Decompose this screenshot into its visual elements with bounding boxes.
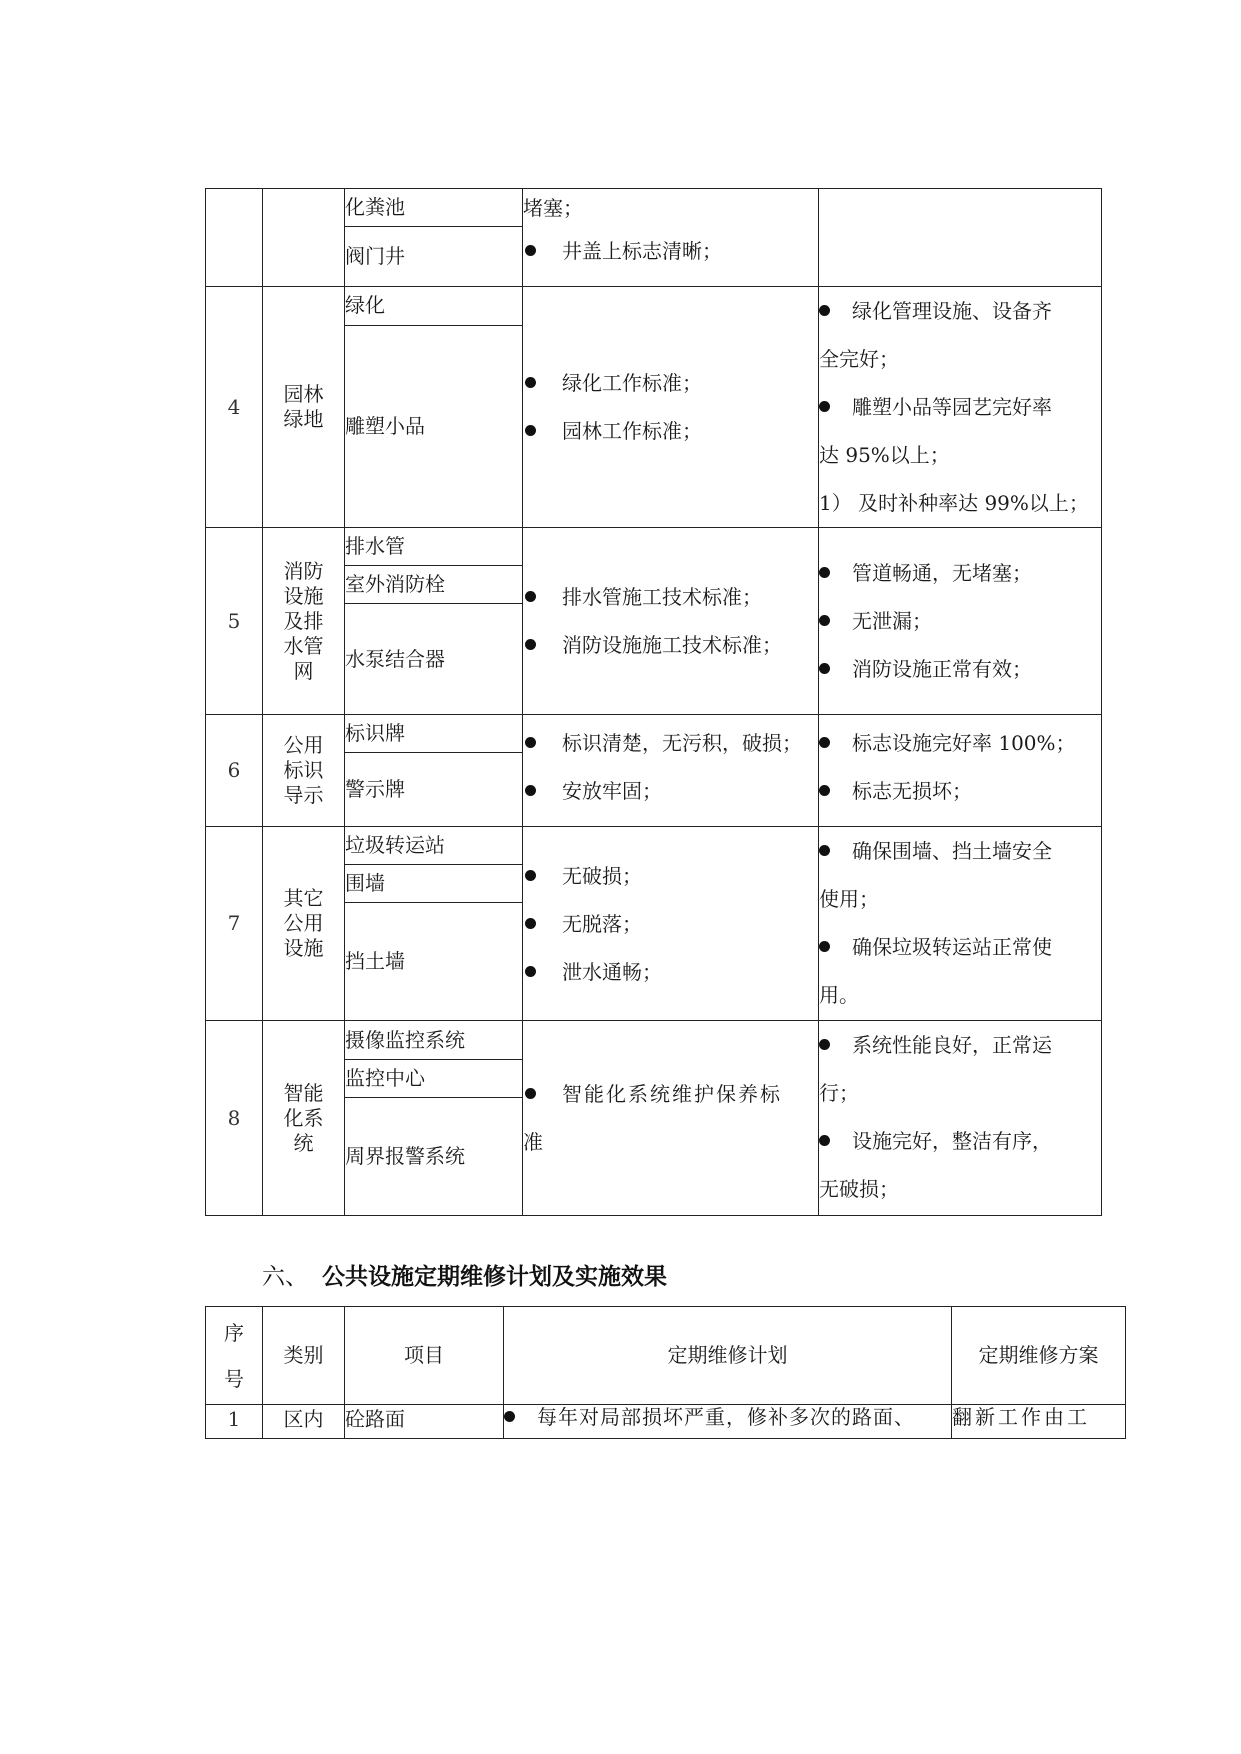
item-cell: 砼路面 [345, 1405, 504, 1439]
result-text: 用。 [819, 983, 859, 1007]
result-bullet: 管道畅通，无堵塞； [819, 549, 1101, 597]
standard-cell [523, 287, 819, 528]
result-bullet: 无泄漏； [819, 597, 1101, 645]
result-bullet: 设施完好，整洁有序， [819, 1117, 1101, 1165]
row-number: 4 [206, 287, 263, 528]
result-bullet: 确保垃圾转运站正常使 [819, 923, 1101, 971]
header-item: 项目 [345, 1307, 504, 1405]
bullet-icon [819, 941, 830, 952]
result-text: 无破损； [819, 1177, 899, 1201]
standard-bullet: 绿化工作标准； [523, 359, 818, 407]
result-bullet: 消防设施正常有效； [819, 645, 1101, 693]
bullet-icon [819, 785, 830, 796]
result-bullet: 系统性能良好，正常运 [819, 1021, 1101, 1069]
header-seq: 序 号 [206, 1307, 263, 1405]
category-cell [263, 189, 345, 287]
bullet-icon [525, 785, 536, 796]
result-cell [819, 715, 1102, 827]
item-cell: 绿化 [345, 287, 523, 326]
item-cell: 挡土墙 [345, 903, 523, 1021]
result-bullet: 绿化管理设施、设备齐 [819, 287, 1101, 335]
bullet-icon [525, 918, 536, 929]
result-bullet: 确保围墙、挡土墙安全 [819, 827, 1101, 875]
bullet-icon [525, 870, 536, 881]
row-number: 5 [206, 528, 263, 715]
bullet-icon [819, 567, 830, 578]
plan-cell: 每年对局部损坏严重，修补多次的路面、 [504, 1405, 952, 1439]
standard-bullet: 井盖上标志清晰； [523, 227, 818, 275]
bullet-icon [504, 1411, 515, 1422]
header-scheme: 定期维修方案 [952, 1307, 1126, 1405]
category-cell: 园林 绿地 [263, 287, 345, 528]
section-title: 公共设施定期维修计划及实施效果 [322, 1264, 667, 1290]
row-number: 1 [206, 1405, 263, 1439]
item-cell: 标识牌 [345, 715, 523, 753]
item-cell: 摄像监控系统 [345, 1021, 523, 1060]
result-bullet: 雕塑小品等园艺完好率 [819, 383, 1101, 431]
bullet-icon [525, 639, 536, 650]
standard-bullet: 泄水通畅； [523, 948, 818, 996]
row-number: 8 [206, 1021, 263, 1216]
bullet-icon [525, 425, 536, 436]
header-plan: 定期维修计划 [504, 1307, 952, 1405]
bullet-icon [819, 1135, 830, 1146]
item-cell: 监控中心 [345, 1060, 523, 1098]
standard-bullet: 智能化系统维护保养标 [523, 1070, 818, 1118]
result-cell [819, 287, 1102, 528]
result-cell [819, 189, 1102, 287]
standard-bullet: 园林工作标准； [523, 407, 818, 455]
row-number-cell [206, 189, 263, 287]
bullet-icon [525, 1088, 536, 1099]
bullet-icon [525, 245, 536, 256]
item-cell: 周界报警系统 [345, 1098, 523, 1216]
standard-cell [523, 827, 819, 1021]
standard-text: 准 [523, 1130, 543, 1154]
bullet-icon [819, 737, 830, 748]
standard-cell [523, 189, 819, 287]
standard-text: 堵塞； [523, 196, 583, 220]
standard-cell [523, 528, 819, 715]
bullet-icon [819, 663, 830, 674]
maintenance-plan-table [205, 1306, 1126, 1439]
result-text: 1） 及时补种率达 99%以上； [819, 491, 1089, 515]
row-number: 7 [206, 827, 263, 1021]
result-text: 达 95%以上； [819, 443, 950, 467]
bullet-icon [819, 305, 830, 316]
bullet-icon [819, 615, 830, 626]
bullet-icon [525, 377, 536, 388]
section-number: 六、 [262, 1264, 308, 1290]
category-cell: 智能 化系 统 [263, 1021, 345, 1216]
bullet-icon [819, 401, 830, 412]
category-cell: 消防 设施 及排 水管 网 [263, 528, 345, 715]
category-cell: 区内 [263, 1405, 345, 1439]
row-number: 6 [206, 715, 263, 827]
bullet-icon [525, 591, 536, 602]
item-cell: 警示牌 [345, 753, 523, 827]
category-cell: 公用 标识 导示 [263, 715, 345, 827]
result-text: 全完好； [819, 347, 899, 371]
header-category: 类别 [263, 1307, 345, 1405]
result-bullet: 标志设施完好率 100%； [819, 719, 1101, 767]
item-cell: 垃圾转运站 [345, 827, 523, 865]
bullet-icon [819, 1039, 830, 1050]
item-cell: 室外消防栓 [345, 566, 523, 604]
bullet-icon [819, 845, 830, 856]
standard-bullet: 安放牢固； [523, 767, 818, 815]
scheme-cell: 翻新工作由工 [952, 1405, 1126, 1439]
item-cell: 水泵结合器 [345, 604, 523, 715]
result-text: 行； [819, 1081, 859, 1105]
section-heading [262, 1262, 667, 1292]
standard-bullet: 无脱落； [523, 900, 818, 948]
bullet-icon [525, 966, 536, 977]
item-cell: 雕塑小品 [345, 325, 523, 527]
item-cell: 化粪池 [345, 189, 523, 227]
standard-bullet: 消防设施施工技术标准； [523, 621, 818, 669]
standard-bullet: 排水管施工技术标准； [523, 573, 818, 621]
standard-cell [523, 715, 819, 827]
standard-bullet: 无破损； [523, 852, 818, 900]
facility-maintenance-table [205, 188, 1102, 1216]
item-cell: 排水管 [345, 528, 523, 566]
bullet-icon [525, 737, 536, 748]
item-cell: 阀门井 [345, 227, 523, 287]
result-cell [819, 827, 1102, 1021]
result-cell [819, 1021, 1102, 1216]
result-text: 使用； [819, 887, 879, 911]
result-cell [819, 528, 1102, 715]
result-bullet: 标志无损坏； [819, 767, 1101, 815]
standard-cell [523, 1021, 819, 1216]
item-cell: 围墙 [345, 865, 523, 903]
category-cell: 其它 公用 设施 [263, 827, 345, 1021]
standard-bullet: 标识清楚，无污积，破损； [523, 719, 818, 767]
